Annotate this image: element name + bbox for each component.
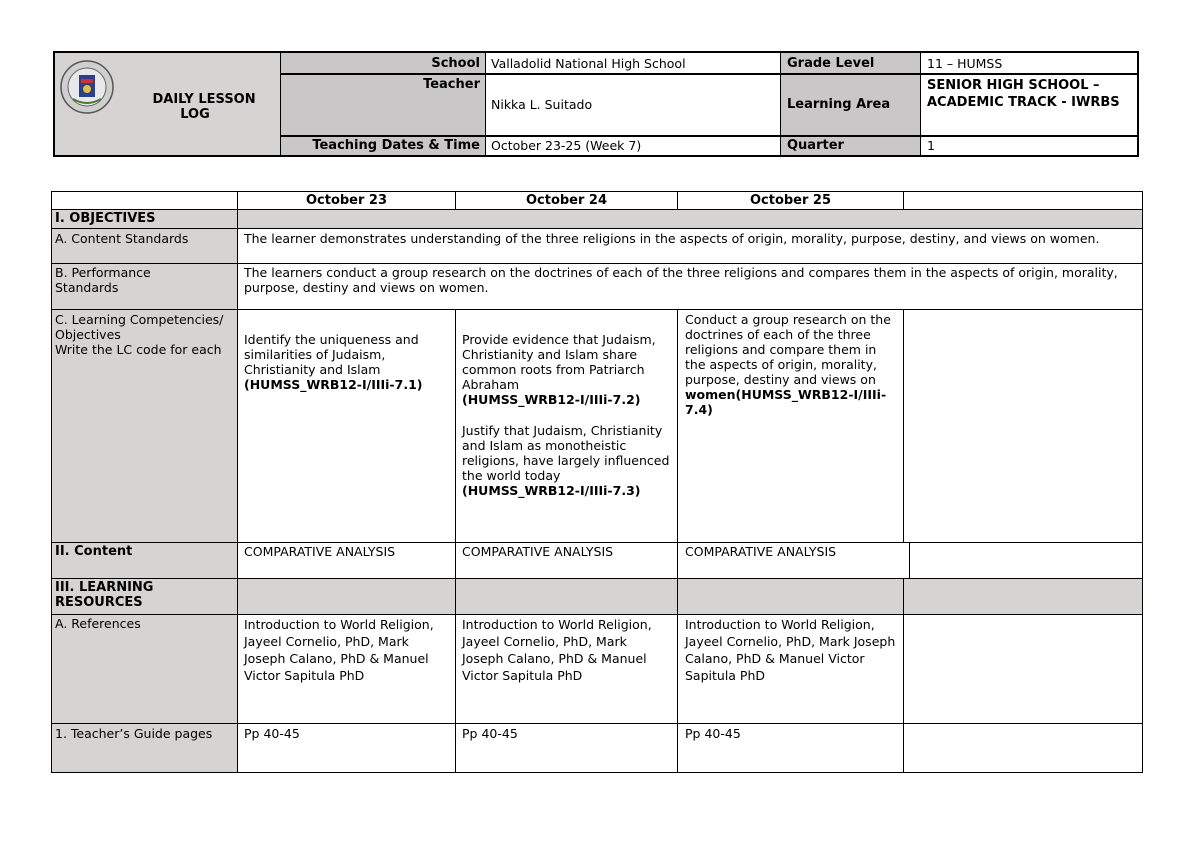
content-heading: II. Content [55, 544, 133, 559]
teacher-label: Teacher [423, 77, 480, 92]
teacher-value: Nikka L. Suitado [491, 97, 593, 112]
competency-day2: Provide evidence that Judaism, Christianity and Islam share common roots from Patriarch Abraham (HUMSS_WRB12-I/IIIi-7.2) Justify that Judaism, Christianity and Islam as monotheistic religions, have largely influenced the world today (HUMSS_WRB12-I/IIIi-7.3) [462, 332, 670, 498]
references-day3: Introduction to World Religion, Jayeel Cornelio, PhD, Mark Joseph Calano, PhD & Manuel Victor Sapitula PhD [685, 617, 900, 683]
references-day2: Introduction to World Religion, Jayeel Cornelio, PhD, Mark Joseph Calano, PhD & Manuel Victor Sapitula PhD [462, 617, 656, 683]
dates-value: October 23-25 (Week 7) [491, 138, 642, 153]
tg-pages-day2: Pp 40-45 [462, 726, 518, 741]
objectives-heading: I. OBJECTIVES [55, 211, 156, 226]
grade-label: Grade Level [787, 56, 875, 71]
area-value: SENIOR HIGH SCHOOL – ACADEMIC TRACK - IWRBS [927, 78, 1120, 110]
tg-pages-day1: Pp 40-45 [244, 726, 300, 741]
tg-pages-label: 1. Teacher’s Guide pages [55, 726, 213, 741]
content-standards-text: The learner demonstrates understanding of the three religions in the aspects of origin, morality, purpose, destiny, and views on women. [244, 231, 1100, 246]
tg-pages-day3: Pp 40-45 [685, 726, 741, 741]
grade-value: 11 – HUMSS [927, 56, 1003, 71]
performance-standards-label: B. Performance Standards [55, 265, 155, 295]
deped-seal-icon [59, 59, 115, 115]
day-header-3: October 25 [749, 193, 832, 208]
resources-heading: III. LEARNING RESOURCES [55, 580, 159, 610]
log-title: DAILY LESSON LOG [152, 92, 256, 122]
competency-day3: Conduct a group research on the doctrines of each of the three religions and compare them in the aspects of origin, morality, purpose, destiny and views on women(HUMSS_WRB12-I/IIIi-7.4) [685, 312, 891, 417]
header-table [53, 51, 1139, 157]
performance-standards-text: The learners conduct a group research on the doctrines of each of the three religions and compares them in the aspects of origin, morality, purpose, destiny and views on women. [244, 265, 1122, 295]
references-label: A. References [55, 616, 141, 631]
content-day2: COMPARATIVE ANALYSIS [462, 544, 614, 559]
competencies-label: C. Learning Competencies/Objectives Write the LC code for each [55, 312, 224, 357]
quarter-label: Quarter [787, 138, 844, 153]
resources-row-bg [51, 578, 1143, 614]
quarter-value: 1 [927, 138, 935, 153]
lesson-table [51, 191, 1143, 773]
day-header-1: October 23 [305, 193, 388, 208]
content-day1: COMPARATIVE ANALYSIS [244, 544, 396, 559]
area-label: Learning Area [787, 97, 891, 112]
references-day1: Introduction to World Religion, Jayeel Cornelio, PhD, Mark Joseph Calano, PhD & Manuel Victor Sapitula PhD [244, 617, 438, 683]
school-label: School [431, 56, 480, 71]
day-header-2: October 24 [525, 193, 608, 208]
content-standards-label: A. Content Standards [55, 231, 189, 246]
dates-label: Teaching Dates & Time [312, 138, 480, 153]
school-value: Valladolid National High School [491, 56, 686, 71]
objectives-row-bg [51, 210, 1143, 228]
content-day3: COMPARATIVE ANALYSIS [685, 544, 837, 559]
competency-day1: Identify the uniqueness and similarities of Judaism, Christianity and Islam (HUMSS_WRB12-I/IIIi-7.1) [244, 332, 423, 392]
